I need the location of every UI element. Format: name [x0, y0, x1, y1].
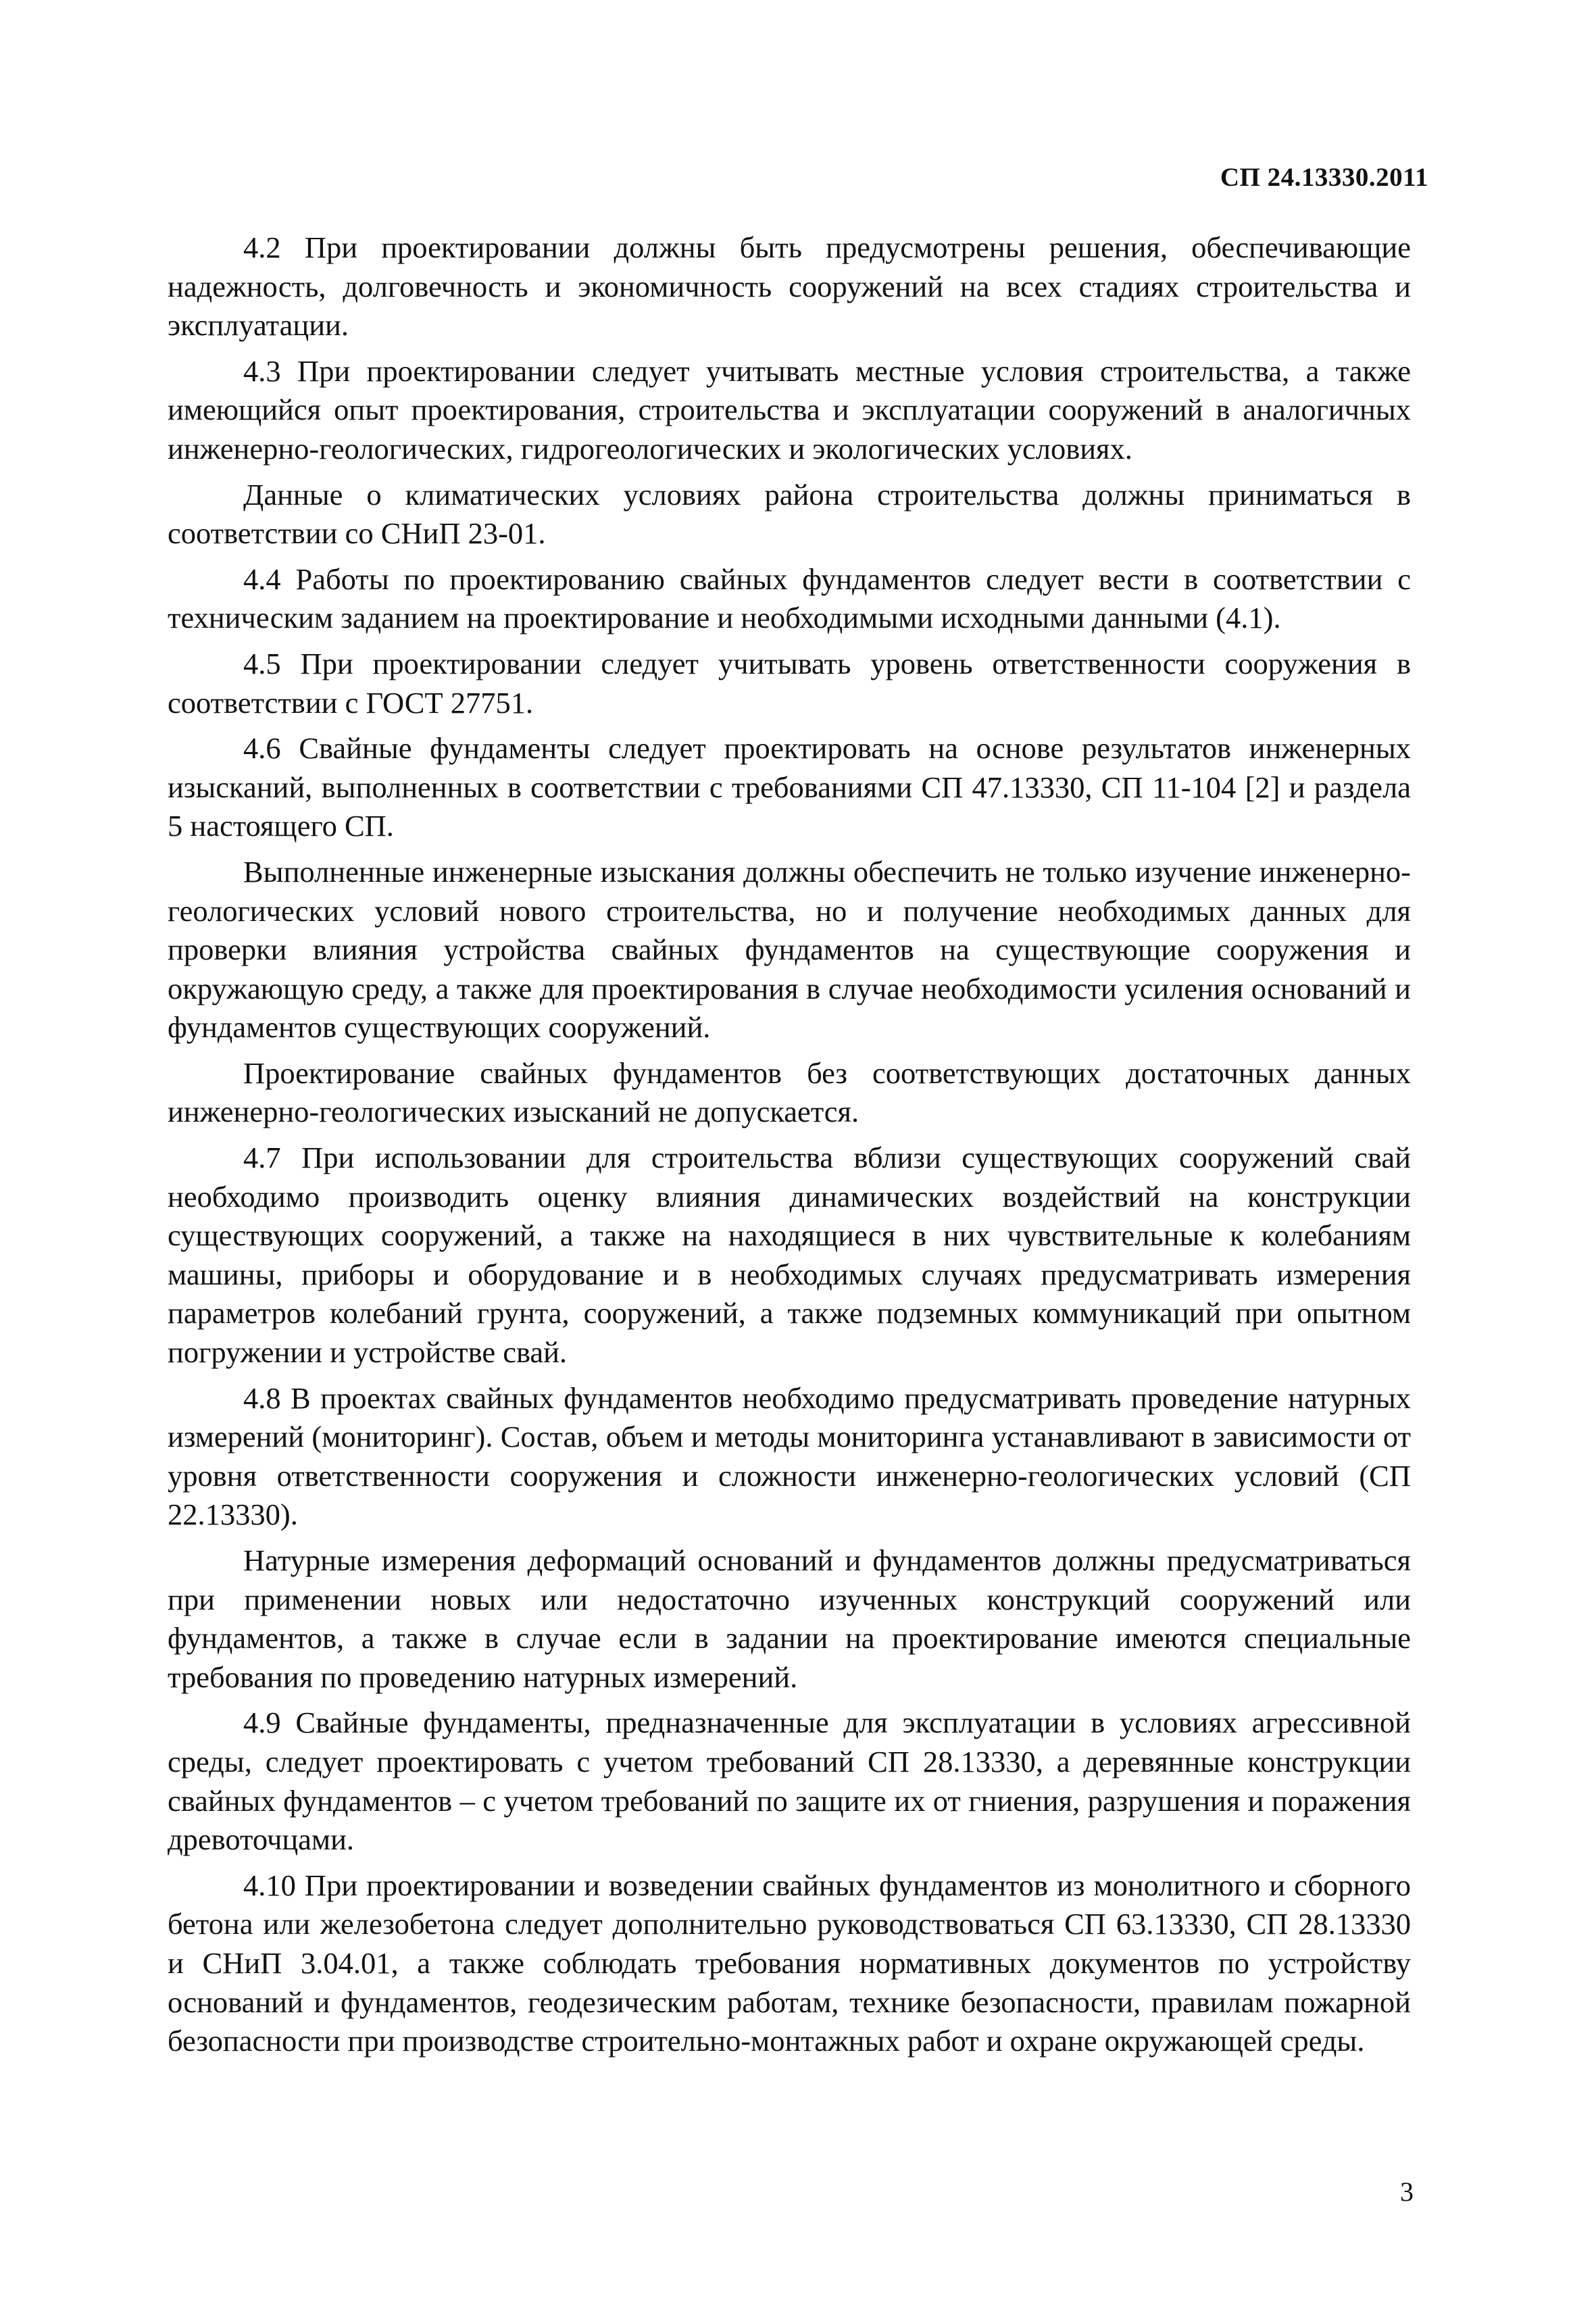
- paragraph-surveys: Выполненные инженерные изыскания должны обеспечить не только изучение инженерно-геологических условий нового строительства, но и получение необходимых данных для проверки влияния устройства свайных фундаментов на существующие сооружения и окружающую среду, а также для проектирования в случае необходимости усиления оснований и фундаментов существующих сооружений.: [168, 854, 1411, 1045]
- document-code-header: СП 24.13330.2011: [1220, 163, 1428, 192]
- paragraph-4-3: 4.3 При проектировании следует учитывать местные условия строительства, а также имеющийся опыт проектирования, строительства и эксплуатации сооружений в аналогичных инженерно-геологических, гидрогеологических и экологических условиях.: [168, 353, 1411, 466]
- paragraph-climate-data: Данные о климатических условиях района строительства должны приниматься в соответствии со СНиП 23-01.: [168, 477, 1411, 551]
- document-body: [168, 228, 1411, 2068]
- paragraph-design-without-data: Проектирование свайных фундаментов без соответствующих достаточных данных инженерно-геологических изысканий не допускается.: [168, 1055, 1411, 1129]
- paragraph-4-6: 4.6 Свайные фундаменты следует проектировать на основе результатов инженерных изысканий, выполненных в соответствии с требованиями СП 47.13330, СП 11-104 [2] и раздела 5 настоящего СП.: [168, 731, 1411, 843]
- paragraph-4-5: 4.5 При проектировании следует учитывать уровень ответственности сооружения в соответствии с ГОСТ 27751.: [168, 646, 1411, 720]
- paragraph-4-4: 4.4 Работы по проектированию свайных фундаментов следует вести в соответствии с техническим заданием на проектирование и необходимыми исходными данными (4.1).: [168, 562, 1411, 635]
- paragraph-field-measurements: Натурные измерения деформаций оснований и фундаментов должны предусматриваться при применении новых или недостаточно изученных конструкций сооружений или фундаментов, а также в случае если в задании на проектирование имеются специальные требования по проведению натурных измерений.: [168, 1543, 1411, 1694]
- paragraph-4-8: 4.8 В проектах свайных фундаментов необходимо предусматривать проведение натурных измерений (мониторинг). Состав, объем и методы мониторинга устанавливают в зависимости от уровня ответственности сооружения и сложности инженерно-геологических условий (СП 22.13330).: [168, 1380, 1411, 1532]
- paragraph-4-7: 4.7 При использовании для строительства вблизи существующих сооружений свай необходимо производить оценку влияния динамических воздействий на конструкции существующих сооружений, а также на находящиеся в них чувствительные к колебаниям машины, приборы и оборудование и в необходимых случаях предусматривать измерения параметров колебаний грунта, сооружений, а также подземных коммуникаций при опытном погружении и устройстве свай.: [168, 1141, 1411, 1370]
- paragraph-4-2: 4.2 При проектировании должны быть предусмотрены решения, обеспечивающие надежность, долговечность и экономичность сооружений на всех стадиях строительства и эксплуатации.: [168, 230, 1411, 343]
- page-number: 3: [1400, 2176, 1414, 2207]
- paragraph-4-10: 4.10 При проектировании и возведении свайных фундаментов из монолитного и сборного бетона или железобетона следует дополнительно руководствоваться СП 63.13330, СП 28.13330 и СНиП 3.04.01, а также соблюдать требования нормативных документов по устройству оснований и фундаментов, геодезическим работам, технике безопасности, правилам пожарной безопасности при производстве строительно-монтажных работ и охране окружающей среды.: [168, 1868, 1411, 2058]
- paragraph-4-9: 4.9 Свайные фундаменты, предназначенные для эксплуатации в условиях агрессивной среды, следует проектировать с учетом требований СП 28.13330, а деревянные конструкции свайных фундаментов – с учетом требований по защите их от гниения, разрушения и поражения древоточцами.: [168, 1706, 1411, 1857]
